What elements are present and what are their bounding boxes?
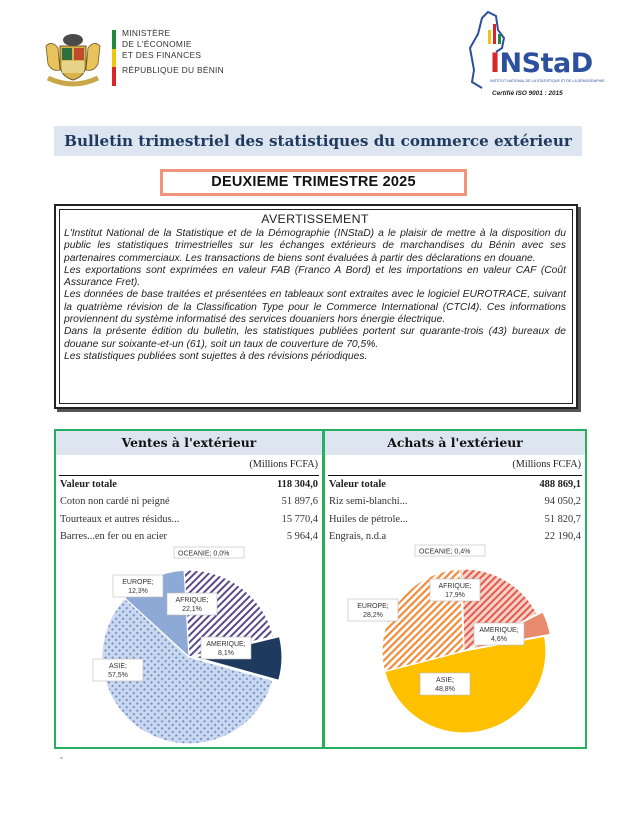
product-value: 22 190,4 — [544, 531, 581, 542]
pie-label-asie — [420, 673, 470, 695]
purchases-title: Achats à l'extérieur — [325, 431, 585, 455]
svg-text:AFRIQUE;: AFRIQUE; — [438, 583, 472, 590]
svg-text:AMERIQUE;: AMERIQUE; — [206, 641, 246, 648]
flag-stripes — [112, 30, 116, 86]
pie-label-afrique — [430, 579, 480, 601]
warning-paragraph: Les statistiques publiées sont sujettes à des révisions périodiques. — [64, 350, 368, 362]
pie-label-afrique — [167, 593, 217, 615]
product-label: Tourteaux et autres résidus... — [60, 514, 180, 525]
warning-box — [54, 204, 578, 409]
ministry-line: DE L'ÉCONOMIE — [122, 39, 192, 49]
pie-label-amerique — [474, 623, 524, 645]
ministry-line: MINISTÈRE — [122, 28, 171, 38]
purchases-panel — [323, 429, 587, 749]
svg-text:OCEANIE; 0,0%: OCEANIE; 0,0% — [178, 550, 230, 558]
product-label: Huiles de pétrole... — [329, 514, 408, 525]
table-row — [325, 511, 585, 529]
svg-text:AMERIQUE;: AMERIQUE; — [479, 627, 519, 634]
footer-mark — [60, 757, 63, 759]
product-value: 15 770,4 — [281, 514, 318, 525]
svg-text:AFRIQUE;: AFRIQUE; — [175, 597, 209, 604]
republic-name: RÉPUBLIQUE DU BÉNIN — [122, 65, 225, 75]
sales-total-row — [56, 476, 322, 493]
purchases-total-row — [325, 476, 585, 493]
period-title: DEUXIEME TRIMESTRE 2025 — [160, 169, 467, 196]
pie-label-asie — [93, 659, 143, 681]
total-label: Valeur totale — [60, 479, 117, 490]
product-label: Coton non cardé ni peigné — [60, 496, 170, 507]
warning-paragraph: Dans la présente édition du bulletin, les statistiques publiées portent sur quarante-trois (43) bureaux de douane sur soixante-et-un (61), soit un taux de couverture de 70,5%. — [64, 326, 566, 350]
svg-text:ASIE;: ASIE; — [436, 677, 454, 684]
sales-unit: (Millions FCFA) — [249, 459, 318, 470]
warning-title: AVERTISSEMENT — [261, 212, 369, 226]
svg-text:OCEANIE; 0,4%: OCEANIE; 0,4% — [419, 548, 471, 556]
product-label: Barres...en fer ou en acier — [60, 531, 168, 542]
svg-text:48,8%: 48,8% — [435, 686, 455, 693]
sales-title: Ventes à l'extérieur — [56, 431, 322, 455]
table-row — [56, 493, 322, 511]
pie-label-europe — [348, 599, 398, 621]
logo-wordmark: INStaD — [490, 48, 593, 79]
table-row — [56, 511, 322, 529]
svg-text:22,1%: 22,1% — [182, 606, 202, 613]
total-value: 118 304,0 — [277, 479, 318, 490]
coat-of-arms-icon — [40, 26, 106, 88]
total-value: 488 869,1 — [539, 479, 581, 490]
ministry-line: ET DES FINANCES — [122, 50, 202, 60]
product-value: 5 964,4 — [286, 531, 318, 542]
pie-label-amerique — [201, 637, 251, 659]
pie-label-europe — [113, 575, 163, 597]
product-label: Engrais, n.d.a — [329, 531, 387, 542]
svg-text:4,6%: 4,6% — [491, 636, 507, 643]
total-label: Valeur totale — [329, 479, 386, 490]
iso-certification: Certifié ISO 9001 : 2015 — [492, 90, 563, 97]
ministry-block — [40, 24, 260, 94]
svg-text:57,5%: 57,5% — [108, 672, 128, 679]
ministry-name — [122, 28, 224, 76]
product-value: 51 820,7 — [544, 514, 581, 525]
warning-paragraph: L'Institut National de la Statistique et de la Démographie (INStaD) a le plaisir de mettre à la disposition du public les statistiques trimestrielles sur les échanges extérieurs de marchandises du Bénin avec ses partenaires commerciaux. Les transactions de biens sont évaluées à partir des déclarations en douane. — [64, 228, 566, 264]
product-label: Riz semi-blanchi... — [329, 496, 408, 507]
svg-text:8,1%: 8,1% — [218, 650, 234, 657]
product-value: 94 050,2 — [544, 496, 581, 507]
svg-text:17,9%: 17,9% — [445, 592, 465, 599]
sales-pie-chart — [56, 541, 322, 749]
pie-label-oceanie — [415, 545, 485, 556]
svg-text:EUROPE;: EUROPE; — [357, 603, 389, 610]
logo-subtitle: INSTITUT NATIONAL DE LA STATISTIQUE ET DE LA DÉMOGRAPHIE — [490, 79, 605, 83]
purchases-pie-chart — [325, 541, 587, 749]
table-row — [325, 493, 585, 511]
sales-panel — [54, 429, 324, 749]
warning-paragraph: Les données de base traitées et présentées en tableaux sont extraites avec le logiciel EUROTRACE, suivant la quatrième révision de la Classification Type pour le Commerce International (CTCI4). Ces informations proviennent du système informatisé des services douaniers hors énergie électrique. — [64, 289, 566, 326]
product-value: 51 897,6 — [281, 496, 318, 507]
svg-text:28,2%: 28,2% — [363, 612, 383, 619]
bulletin-title: Bulletin trimestriel des statistiques du commerce extérieur — [54, 126, 582, 156]
pie-label-oceanie — [174, 547, 244, 558]
svg-text:12,3%: 12,3% — [128, 588, 148, 595]
instad-logo — [452, 8, 605, 106]
svg-text:EUROPE;: EUROPE; — [122, 579, 154, 586]
purchases-unit: (Millions FCFA) — [512, 459, 581, 470]
svg-text:ASIE;: ASIE; — [109, 663, 127, 670]
warning-paragraph: Les exportations sont exprimées en valeur FAB (Franco A Bord) et les importations en valeur CAF (Coût Assurance Fret). — [64, 264, 566, 289]
